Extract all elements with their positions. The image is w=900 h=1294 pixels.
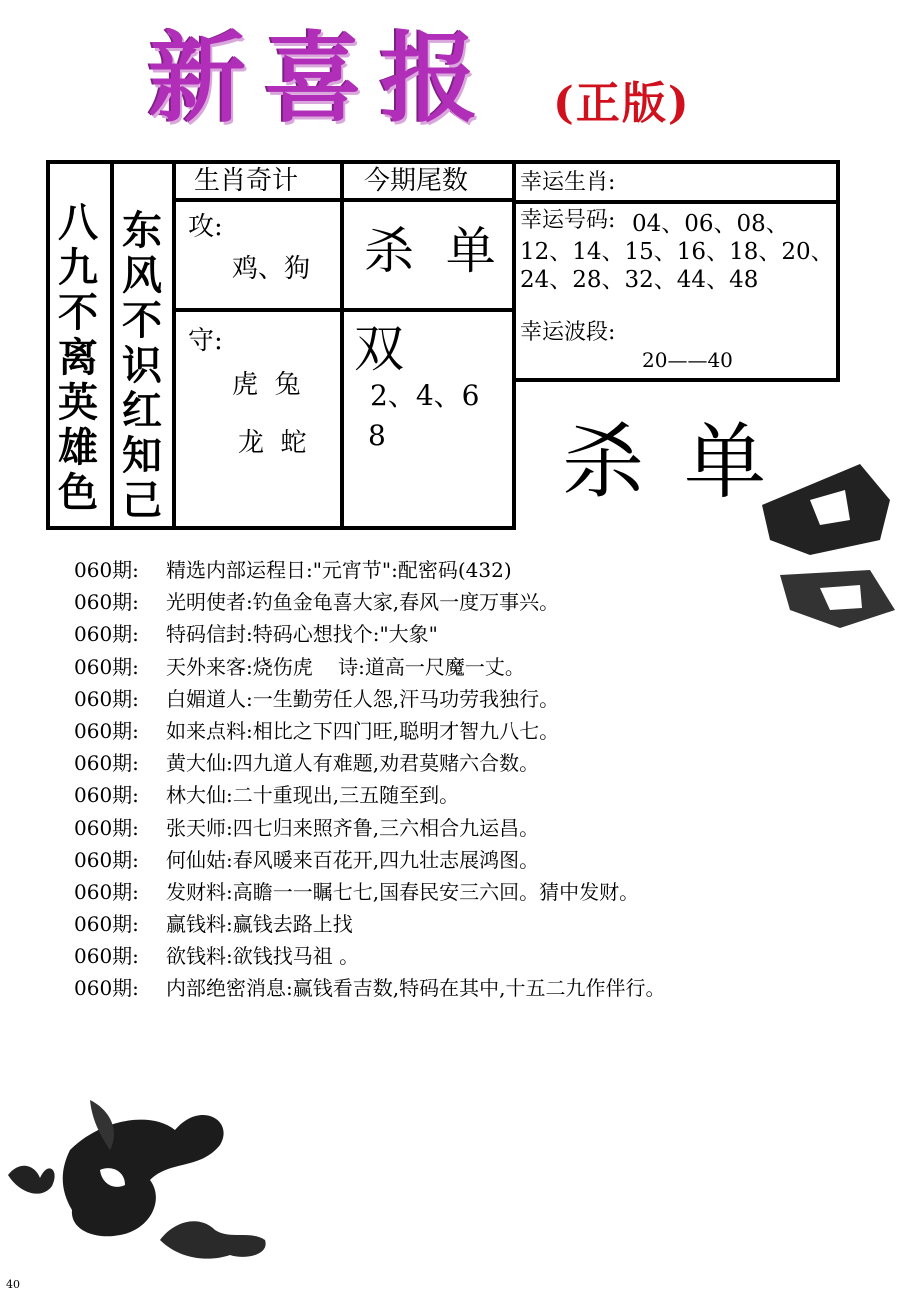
table-line (340, 160, 344, 530)
table-line (46, 160, 50, 530)
table-line (46, 160, 840, 164)
list-item (74, 779, 864, 811)
list-item (74, 812, 864, 844)
table-line (46, 526, 516, 530)
row-text: 光明使者:钓鱼金龟喜大家,春风一度万事兴。 (166, 590, 560, 615)
row-text: 精选内部运程日:"元宵节":配密码(432) (166, 558, 512, 582)
table-line (516, 200, 840, 204)
table-line (172, 160, 176, 530)
period-label: 060期: (74, 718, 139, 743)
row-text: 何仙姑:春风暖来百花开,四九壮志展鸿图。 (166, 847, 540, 872)
period-label: 060期: (74, 654, 139, 679)
row-text: 林大仙:二十重现出,三五随至到。 (166, 783, 460, 808)
attack-value: 鸡、狗 (232, 254, 311, 284)
period-label: 060期: (74, 976, 139, 1001)
list-item (74, 586, 864, 618)
list-item (74, 844, 864, 876)
tail-double: 双 (354, 320, 404, 378)
edition-label: (正版) (553, 78, 691, 129)
defend-label: 守: (188, 326, 223, 356)
list-item (74, 876, 864, 908)
lucky-numbers-label: 幸运号码: (520, 208, 616, 233)
table-line (172, 308, 516, 312)
left-slogan-2: 东风不识红知己 (122, 207, 162, 524)
tail-header: 今期尾数 (364, 166, 469, 196)
period-label: 060期: (74, 879, 139, 904)
period-label: 060期: (74, 815, 139, 840)
tail-kill: 杀 单 (364, 222, 496, 280)
row-text: 如来点料:相比之下四门旺,聪明才智九八七。 (166, 718, 560, 743)
lucky-zodiac-label: 幸运生肖: (520, 170, 616, 195)
row-text: 张天师:四七归来照齐鲁,三六相合九运昌。 (166, 815, 540, 840)
row-text: 欲钱料:欲钱找马祖 。 (166, 944, 360, 969)
list-item (74, 940, 864, 972)
lucky-wave-label: 幸运波段: (520, 320, 616, 345)
forecast-list (74, 554, 864, 1005)
list-item (74, 683, 864, 715)
defend-line-1: 虎 兔 (232, 370, 301, 400)
row-text: 发财料:高瞻一一瞩七七,国春民安三六回。猜中发财。 (166, 879, 640, 904)
prediction-table (46, 160, 840, 530)
row-text: 白媚道人:一生勤劳任人怨,汗马功劳我独行。 (166, 686, 560, 711)
row-text: 黄大仙:四九道人有难题,劝君莫赌六合数。 (166, 751, 540, 776)
row-text: 赢钱料:赢钱去路上找 (166, 912, 353, 937)
lucky-numbers: 04、06、08、12、14、15、16、18、20、24、28、32、44、48 (520, 211, 834, 293)
period-label: 060期: (74, 944, 139, 969)
defend-line-2: 龙 蛇 (238, 428, 307, 458)
table-line (110, 160, 114, 530)
period-label: 060期: (74, 622, 139, 647)
tail-numbers-1: 2、4、6 (370, 379, 480, 412)
lucky-wave-value: 20——40 (642, 348, 733, 372)
row-text: 内部绝密消息:赢钱看吉数,特码在其中,十五二九作伴行。 (166, 976, 666, 1001)
period-label: 060期: (74, 590, 139, 615)
list-item (74, 618, 864, 650)
ink-dragon-illustration-icon (0, 1090, 290, 1280)
list-item (74, 972, 864, 1004)
zodiac-header: 生肖奇计 (194, 166, 299, 196)
tail-numbers-2: 8 (368, 419, 386, 452)
page-title: 新喜报 (148, 21, 497, 136)
table-line (512, 160, 516, 530)
big-kill: 杀单 (562, 415, 807, 510)
period-label: 060期: (74, 751, 139, 776)
list-item (74, 715, 864, 747)
row-text: 特码信封:特码心想找个:"大象" (166, 622, 438, 647)
period-label: 060期: (74, 558, 139, 582)
period-label: 060期: (74, 847, 139, 872)
list-item (74, 651, 864, 683)
list-item (74, 908, 864, 940)
table-line (172, 198, 516, 202)
period-label: 060期: (74, 783, 139, 808)
row-text: 天外来客:烧伤虎 诗:道高一尺魔一丈。 (166, 654, 525, 679)
period-label: 060期: (74, 686, 139, 711)
list-item (74, 554, 864, 586)
table-line (516, 378, 840, 382)
period-label: 060期: (74, 912, 139, 937)
left-slogan-1: 八九不离英雄色 (58, 199, 98, 516)
page-mark: 40 (6, 1278, 20, 1291)
attack-label: 攻: (188, 212, 223, 242)
list-item (74, 747, 864, 779)
